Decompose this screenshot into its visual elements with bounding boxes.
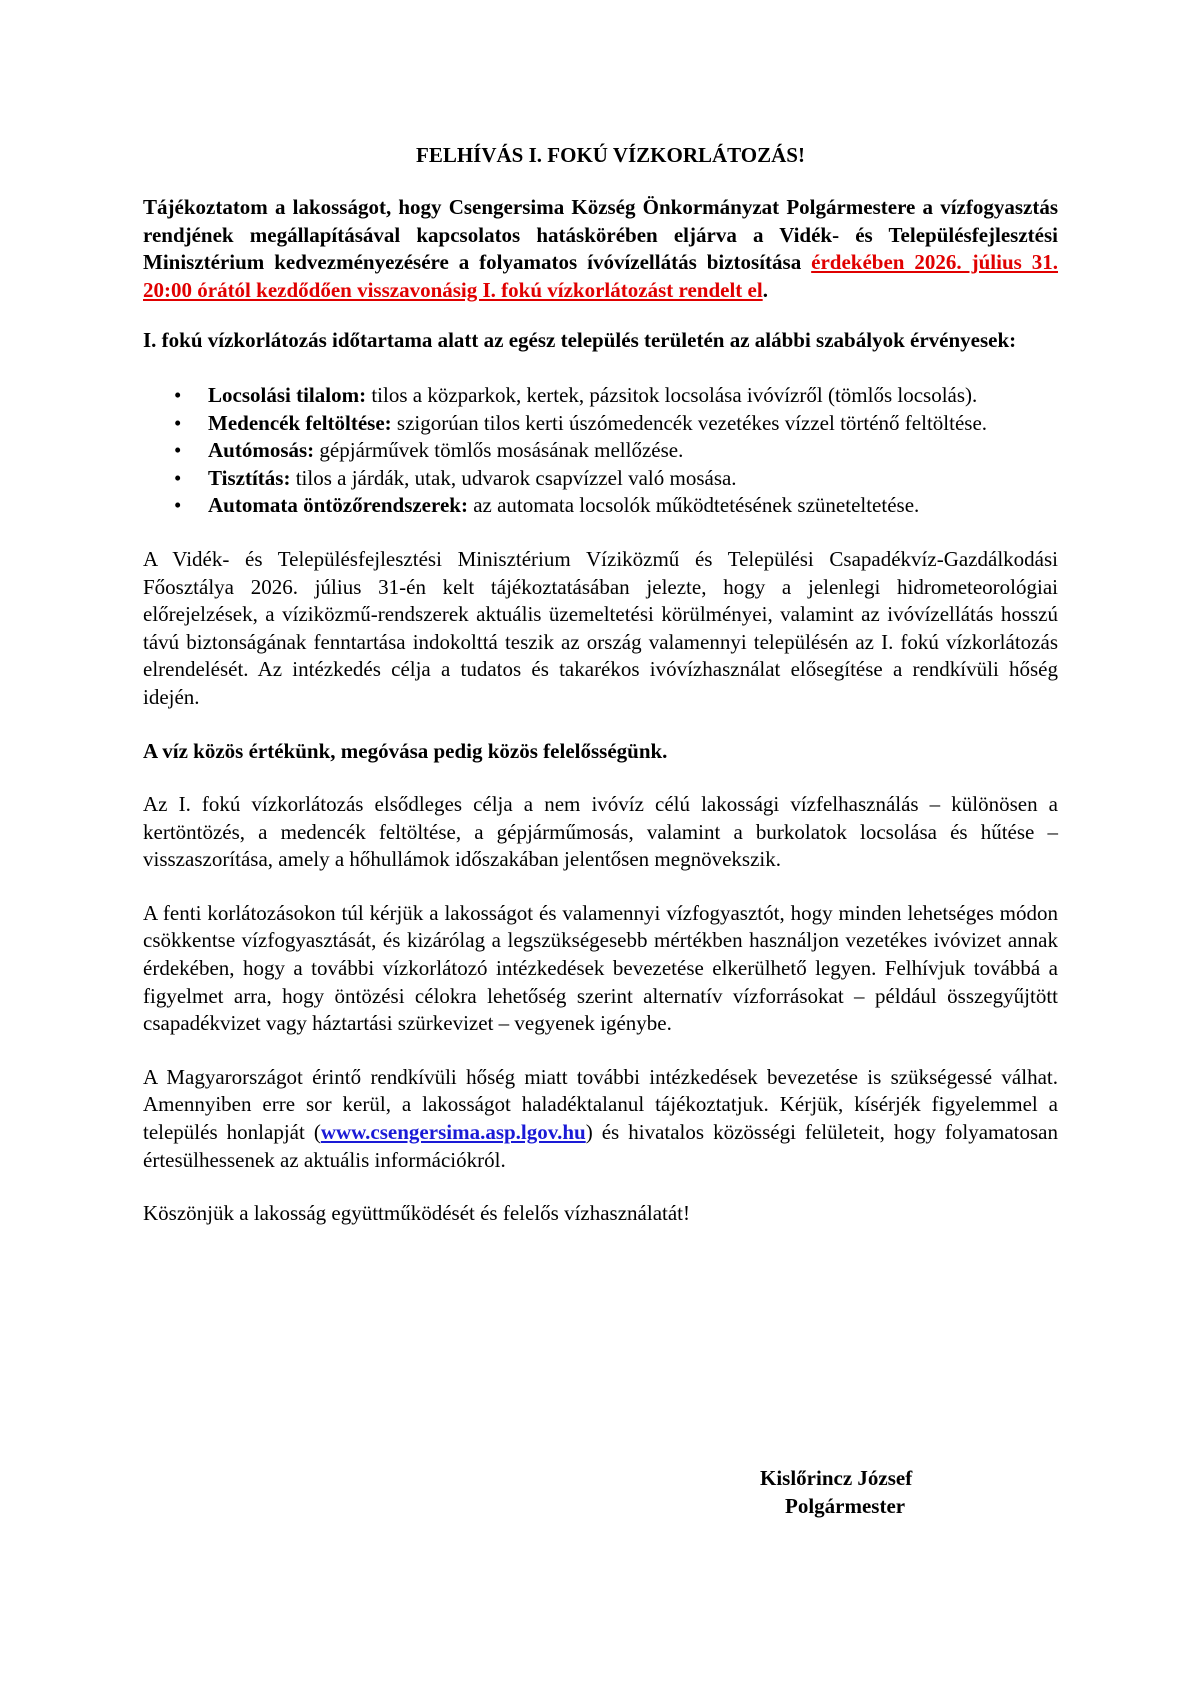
signature-block (760, 1464, 980, 1520)
rule-label: Automata öntözőrendszerek: (208, 493, 468, 518)
document-body (143, 142, 1058, 1228)
rule-item (208, 437, 1058, 465)
info-paragraph (143, 1064, 1058, 1174)
document-title: FELHÍVÁS I. FOKÚ VÍZKORLÁTOZÁS! (416, 143, 805, 167)
info-text: A Magyarországot érintő rendkívüli hőség miatt további intézkedések bevezetése is szükségessé válhat. Amennyiben erre sor kerül, a lakosságot haladéktalanul tájékoztatjuk. Kérjük, kísérjék figyelemmel a település honlapját ( (143, 1064, 1058, 1145)
intro-text: Tájékoztatom a lakosságot, hogy Csengersima Község Önkormányzat Polgármestere a vízfogyasztás rendjének megállapításával kapcsolatos hatáskörében eljárva a Vidék- és Településfejlesztési Minisztérium kedvezményezésére a folyamatos ívóvízellátás biztosítása (143, 195, 1058, 275)
intro-highlight: érdekében 2026. július 31. 20:00 órától kezdődően visszavonásig I. fokú vízkorlátozást rendelt el (143, 250, 1059, 302)
request-paragraph: A fenti korlátozásokon túl kérjük a lakosságot és valamennyi vízfogyasztót, hogy minden lehetséges módon csökkentse vízfogyasztását, és kizárólag a legszükségesebb mértékben használjon vezetékes ivóvizet annak érdekében, hogy a további vízkorlátozó intézkedések bevezetése elkerülhető legyen. Felhívjuk továbbá a figyelmet arra, hogy öntözési célokra lehetőség szerint alternatív vízforrásokat – például összegyűjtött csapadékvizet vagy háztartási szürkevizet – vegyenek igénybe. (143, 900, 1058, 1036)
ministry-paragraph: A Vidék- és Településfejlesztési Minisztérium Víziközmű és Települési Csapadékvíz-Gazdálkodási Főosztálya 2026. július 31-én kelt tájékoztatásában jelezte, hogy a jelenlegi hidrometeorológiai előrejelzések, a víziközmű-rendszerek aktuális üzemeltetési körülményei, valamint az ivóvízellátás hosszú távú biztonságának fenntartása indokolttá teszik az ország valamennyi településén az I. fokú vízkorlátozás elrendelését. Az intézkedés célja a tudatos és takarékos ivóvízhasználat elősegítése a rendkívüli hőség idején. (143, 546, 1058, 709)
slogan: A víz közös értékünk, megóvása pedig közös felelősségünk. (143, 738, 668, 763)
thanks-paragraph: Köszönjük a lakosság együttműködését és felelős vízhasználatát! (143, 1201, 691, 1226)
rule-item (208, 465, 1058, 493)
rules-heading: I. fokú vízkorlátozás időtartama alatt az egész település területén az alábbi szabályok érvényesek: (143, 328, 1017, 353)
signature-role: Polgármester (785, 1494, 906, 1518)
intro-paragraph (143, 194, 1058, 304)
goal-paragraph: Az I. fokú vízkorlátozás elsődleges célja a nem ivóvíz célú lakossági vízfelhasználás – különösen a kertöntözés, a medencék feltöltése, a gépjárműmosás, valamint a burkolatok locsolása és hűtése – visszaszorítása, amely a hőhullámok időszakában jelentősen megnövekszik. (143, 792, 1058, 872)
rule-label: Medencék feltöltése: (208, 410, 392, 435)
info-text-end: ) és hivatalos közösségi felületeit, hogy folyamatosan értesülhessenek az aktuális információkról. (143, 1120, 1059, 1172)
rule-label: Tisztítás: (208, 465, 291, 490)
rule-text: az automata locsolók működtetésének szüneteltetése. (467, 493, 920, 518)
rule-text: szigorúan tilos kerti úszómedencék vezetékes vízzel történő feltöltése. (391, 410, 988, 435)
rule-label: Autómosás: (208, 438, 315, 463)
rule-text: tilos a közparkok, kertek, pázsitok locsolása ivóvízről (tömlős locsolás). (366, 382, 978, 407)
signature-name: Kislőrincz József (760, 1466, 913, 1490)
intro-end: . (762, 277, 768, 302)
rule-item (208, 382, 1058, 410)
rule-item (208, 492, 1058, 520)
rule-item (208, 410, 1058, 438)
website-link[interactable]: www.csengersima.asp.lgov.hu (320, 1120, 586, 1145)
rules-list (143, 382, 1058, 520)
rule-label: Locsolási tilalom: (208, 382, 367, 407)
rule-text: tilos a járdák, utak, udvarok csapvízzel való mosása. (290, 465, 737, 490)
rule-text: gépjárművek tömlős mosásának mellőzése. (314, 438, 684, 463)
